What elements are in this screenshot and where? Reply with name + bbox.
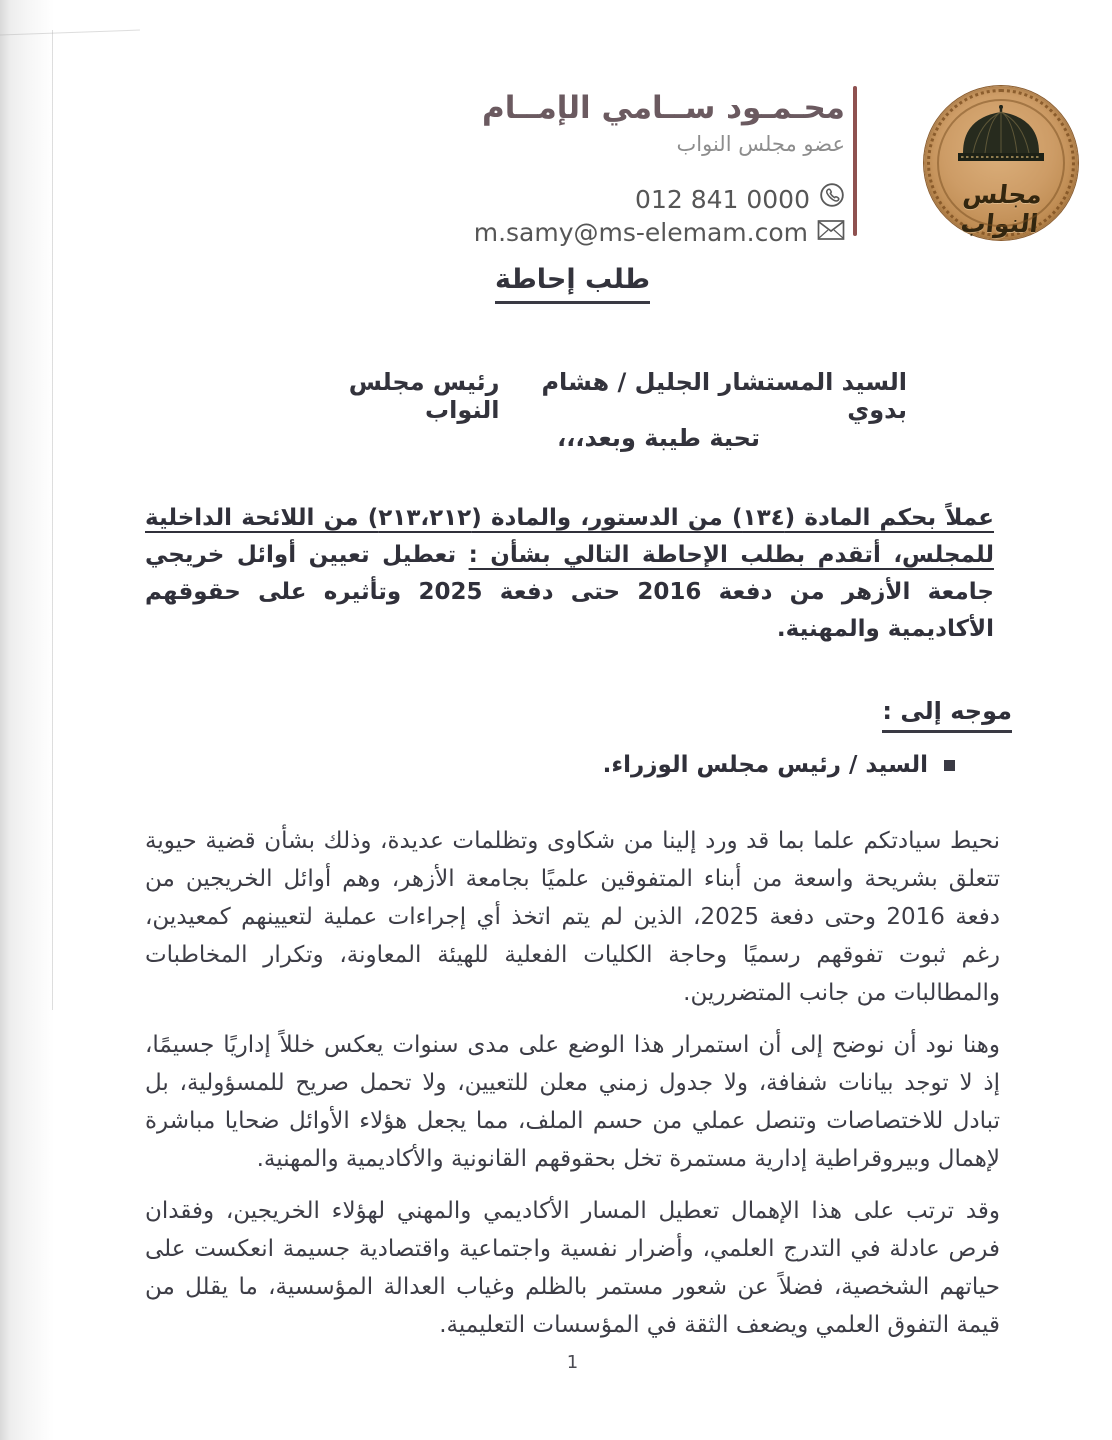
dome-icon <box>949 103 1053 169</box>
logo-calligraphy-text: مجلس النواب <box>959 180 1044 238</box>
phone-number: 012 841 0000 <box>635 184 810 214</box>
scan-paper-edge <box>0 0 54 1440</box>
envelope-icon <box>817 216 845 249</box>
legal-basis-paragraph <box>145 500 994 648</box>
body-paragraph-2: وهنا نود أن نوضح إلى أن استمرار هذا الوضع على مدى سنوات يعكس خللاً إداريًا جسيمًا، إذ لا توجد بيانات شفافة، ولا جدول زمني معلن للتعيين، ولا تحمل صريح للمسؤولية، بل تبادل للاختصاصات وتنصل عملي من حسم الملف، مما يجعل هؤلاء الأوائل ضحايا مباشرة لإهمال وبيروقراطية إدارية مستمرة تخل بحقوقهم القانونية والأكاديمية والمهنية. <box>145 1032 1000 1172</box>
scan-paper-edge-line <box>52 30 53 1010</box>
greeting-line: تحية طيبة وبعد،،، <box>557 424 760 452</box>
directed-to-heading: موجه إلى : <box>882 697 1012 725</box>
bullet-square-icon <box>944 760 955 771</box>
header-contacts <box>474 182 845 249</box>
header-divider-line <box>853 86 857 236</box>
addressee-row <box>280 368 907 424</box>
directed-to-item <box>603 752 955 778</box>
directed-to-item-text: السيد / رئيس مجلس الوزراء. <box>602 752 928 778</box>
email-address: m.samy@ms-elemam.com <box>473 218 808 247</box>
body-paragraph-3: وقد ترتب على هذا الإهمال تعطيل المسار الأكاديمي والمهني لهؤلاء الخريجين، وفقدان فرص عادلة في التدرج العلمي، وأضرار نفسية واجتماعية واقتصادية جسيمة انعكست على حياتهم الشخصية، فضلاً عن شعور مستمر بالظلم وغياب العدالة المؤسسية، ما يقلل من قيمة التفوق العلمي ويضعف الثقة في المؤسسات التعليمية. <box>145 1198 1000 1338</box>
member-name: محـمـود ســامي الإمــام <box>482 90 845 126</box>
header-identity <box>482 88 845 156</box>
email-line <box>474 216 845 249</box>
legal-basis-underlined: عملاً بحكم المادة (١٣٤) من الدستور، والمادة (٢١٣،٢١٢) من اللائحة الداخلية للمجلس، أتقدم بطلب الإحاطة التالي بشأن : <box>145 505 994 568</box>
member-title: عضو مجلس النواب <box>676 131 845 156</box>
whatsapp-icon <box>819 182 845 216</box>
addressee-position: رئيس مجلس النواب <box>348 368 500 424</box>
addressee-name: السيد المستشار الجليل / هشام بدوي <box>541 368 907 424</box>
parliament-seal-logo <box>924 86 1078 240</box>
body-paragraph-1: نحيط سيادتكم علما بما قد ورد إلينا من شكاوى وتظلمات عديدة، وذلك بشأن قضية حيوية تتعلق بشريحة واسعة من أبناء المتفوقين علميًا بجامعة الأزهر، وهم أوائل الخريجين من دفعة 2016 وحتى دفعة 2025، الذين لم يتم اتخذ أي إجراءات عملية لتعيينهم كمعيدين، رغم ثبوت تفوقهم رسميًا وحاجة الكليات الفعلية للهيئة المعاونة، وتكرار المخاطبات والمطالبات من جانب المتضررين. <box>145 828 1000 1006</box>
briefing-subject: تعطيل تعيين أوائل خريجي جامعة الأزهر من دفعة 2016 حتى دفعة 2025 وتأثيره على حقوقهم الأكاديمية والمهنية. <box>145 542 994 642</box>
page-number: 1 <box>566 1352 579 1373</box>
phone-line <box>474 182 845 216</box>
document-title: طلب إحاطة <box>145 264 1000 295</box>
